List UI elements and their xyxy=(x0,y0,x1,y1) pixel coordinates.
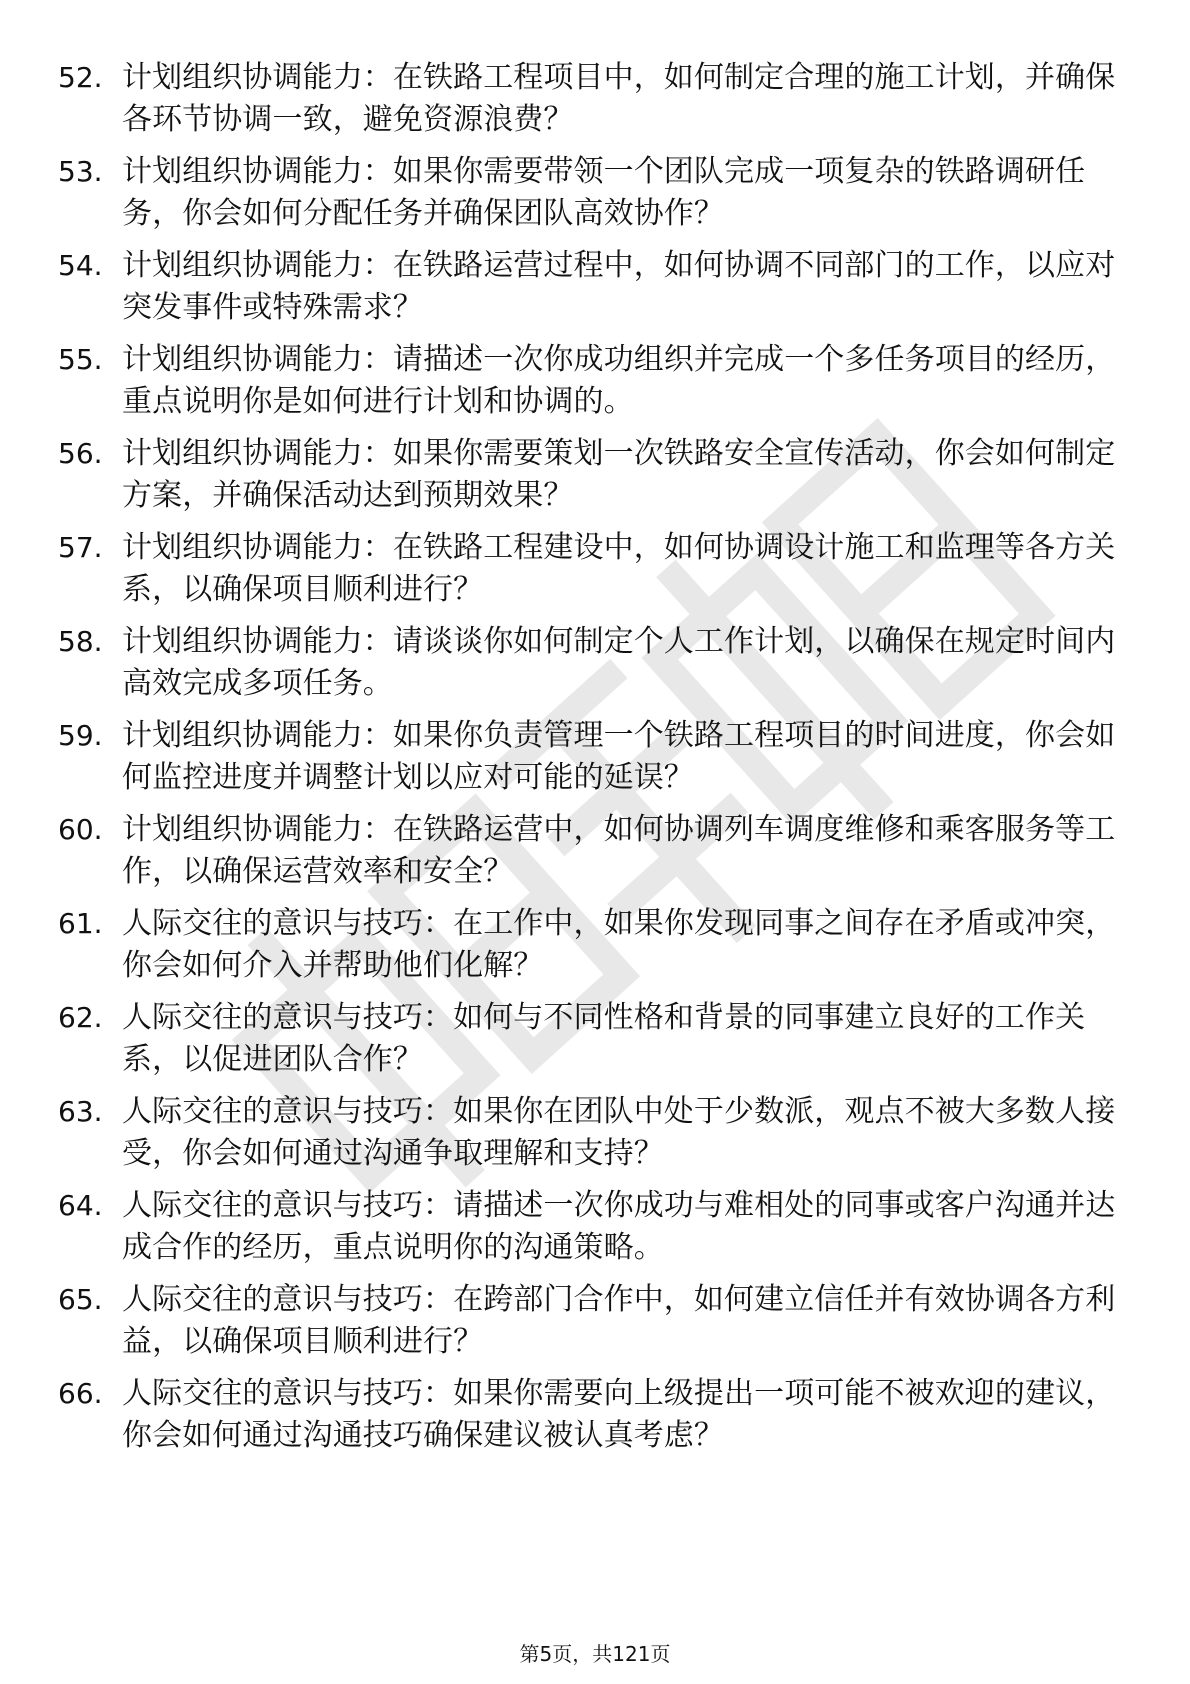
question-item xyxy=(0,245,1190,335)
question-number: 55. xyxy=(58,343,103,376)
question-number: 64. xyxy=(58,1189,103,1222)
question-number: 63. xyxy=(58,1095,103,1128)
question-number: 58. xyxy=(58,625,103,658)
question-item xyxy=(0,151,1190,241)
question-number: 62. xyxy=(58,1001,103,1034)
question-text: 计划组织协调能力：在铁路工程建设中，如何协调设计施工和监理等各方关系，以确保项目顺利进行？ xyxy=(122,530,1116,607)
question-text: 计划组织协调能力：请谈谈你如何制定个人工作计划，以确保在规定时间内高效完成多项任务。 xyxy=(122,624,1116,701)
question-text: 人际交往的意识与技巧：在工作中，如果你发现同事之间存在矛盾或冲突，你会如何介入并帮助他们化解？ xyxy=(122,906,1116,983)
question-text: 计划组织协调能力：请描述一次你成功组织并完成一个多任务项目的经历，重点说明你是如何进行计划和协调的。 xyxy=(122,342,1116,419)
question-item xyxy=(0,1185,1190,1275)
question-text: 计划组织协调能力：在铁路运营中，如何协调列车调度维修和乘客服务等工作，以确保运营效率和安全？ xyxy=(122,812,1116,889)
question-text: 计划组织协调能力：在铁路工程项目中，如何制定合理的施工计划，并确保各环节协调一致，避免资源浪费？ xyxy=(122,60,1116,137)
question-number: 59. xyxy=(58,719,103,752)
question-item xyxy=(0,1373,1190,1463)
question-item xyxy=(0,527,1190,617)
question-number: 61. xyxy=(58,907,103,940)
question-text: 计划组织协调能力：如果你需要带领一个团队完成一项复杂的铁路调研任务，你会如何分配任务并确保团队高效协作？ xyxy=(122,154,1086,231)
question-number: 53. xyxy=(58,155,103,188)
question-text: 计划组织协调能力：如果你需要策划一次铁路安全宣传活动，你会如何制定方案，并确保活动达到预期效果？ xyxy=(122,436,1116,513)
question-item xyxy=(0,621,1190,711)
question-item xyxy=(0,1091,1190,1181)
question-text: 人际交往的意识与技巧：如果你在团队中处于少数派，观点不被大多数人接受，你会如何通过沟通争取理解和支持？ xyxy=(122,1094,1116,1171)
question-number: 66. xyxy=(58,1377,103,1410)
question-item xyxy=(0,715,1190,805)
question-text: 人际交往的意识与技巧：在跨部门合作中，如何建立信任并有效协调各方利益，以确保项目顺利进行？ xyxy=(122,1282,1116,1359)
question-text: 计划组织协调能力：在铁路运营过程中，如何协调不同部门的工作，以应对突发事件或特殊需求？ xyxy=(122,248,1116,325)
question-number: 65. xyxy=(58,1283,103,1316)
question-item xyxy=(0,809,1190,899)
question-number: 60. xyxy=(58,813,103,846)
question-text: 计划组织协调能力：如果你负责管理一个铁路工程项目的时间进度，你会如何监控进度并调整计划以应对可能的延误？ xyxy=(122,718,1116,795)
question-item xyxy=(0,57,1190,147)
question-text: 人际交往的意识与技巧：如何与不同性格和背景的同事建立良好的工作关系，以促进团队合作？ xyxy=(122,1000,1086,1077)
page-number-footer: 第5页，共121页 xyxy=(519,1642,671,1666)
question-number: 56. xyxy=(58,437,103,470)
question-item xyxy=(0,997,1190,1087)
question-number: 54. xyxy=(58,249,103,282)
question-text: 人际交往的意识与技巧：如果你需要向上级提出一项可能不被欢迎的建议，你会如何通过沟通技巧确保建议被认真考虑？ xyxy=(122,1376,1116,1453)
question-item xyxy=(0,1279,1190,1369)
question-number: 52. xyxy=(58,61,103,94)
question-text: 人际交往的意识与技巧：请描述一次你成功与难相处的同事或客户沟通并达成合作的经历，重点说明你的沟通策略。 xyxy=(122,1188,1116,1265)
question-item xyxy=(0,903,1190,993)
question-number: 57. xyxy=(58,531,103,564)
question-item xyxy=(0,433,1190,523)
question-item xyxy=(0,339,1190,429)
